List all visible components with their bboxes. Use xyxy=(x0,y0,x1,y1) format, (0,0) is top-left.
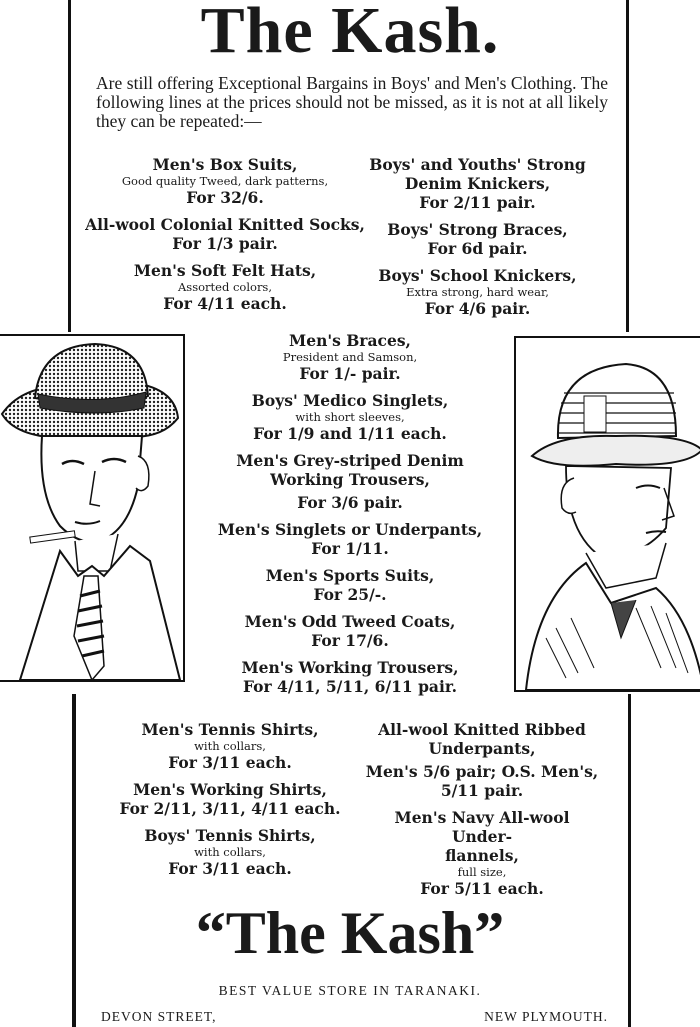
top-right-list xyxy=(355,155,600,326)
right-border-lower xyxy=(628,694,631,1027)
list-item: Boys' Medico Singlets, with short sleeves, For 1/9 and 1/11 each. xyxy=(251,391,449,443)
list-item: Boys' Tennis Shirts, with collars, For 3/11 each. xyxy=(144,826,316,878)
list-item: All-wool Colonial Knitted Socks, For 1/3 pair. xyxy=(85,215,365,253)
list-item: Men's Sports Suits, For 25/-. xyxy=(265,566,435,604)
list-item: Men's Tennis Shirts, with collars, For 3/11 each. xyxy=(141,720,319,772)
left-border-lower xyxy=(72,694,76,1027)
list-item: Boys' Strong Braces, For 6d pair. xyxy=(387,220,568,258)
top-left-list xyxy=(85,155,365,321)
bottom-left-list xyxy=(100,720,360,886)
list-item: Men's Singlets or Underpants, For 1/11. xyxy=(217,520,483,558)
list-item: Boys' and Youths' Strong Denim Knickers, xyxy=(369,155,586,193)
man-soft-felt-hat-illustration xyxy=(0,336,183,680)
intro-text: Are still offering Exceptional Bargains in Boys' and Men's Clothing. The following lines at the prices should not be missed, as it is not at all likely they can be repeated:— xyxy=(96,73,608,131)
right-illustration-frame xyxy=(514,336,700,692)
list-item: For 3/6 pair. xyxy=(297,493,403,512)
list-item: Men's Odd Tweed Coats, For 17/6. xyxy=(244,612,456,650)
street-address: DEVON STREET, xyxy=(101,1009,217,1024)
store-tagline: BEST VALUE STORE IN TARANAKI. xyxy=(218,983,482,998)
list-item: Men's Working Trousers, For 4/11, 5/11, 6/11 pair. xyxy=(241,658,459,696)
list-item: full size, For 5/11 each. xyxy=(420,865,544,898)
list-item: Boys' School Knickers, Extra strong, hard wear, For 4/6 pair. xyxy=(378,266,577,318)
list-item: All-wool Knitted Ribbed Underpants, xyxy=(378,720,586,758)
left-illustration-frame xyxy=(0,334,185,682)
list-item: Men's Working Shirts, For 2/11, 3/11, 4/11 each. xyxy=(119,780,341,818)
list-item: Men's 5/6 pair; O.S. Men's, 5/11 pair. xyxy=(365,762,599,800)
middle-list xyxy=(200,331,500,704)
town-name: NEW PLYMOUTH. xyxy=(484,1009,608,1024)
man-bowler-hat-illustration xyxy=(516,338,700,690)
page-title: The Kash. xyxy=(200,0,500,67)
list-item: Men's Soft Felt Hats, Assorted colors, For 4/11 each. xyxy=(133,261,317,313)
bottom-right-list xyxy=(362,720,602,906)
list-item: For 2/11 pair. xyxy=(419,193,536,212)
footer-title: “The Kash” xyxy=(195,900,505,966)
list-item: Men's Navy All-wool Under- flannels, xyxy=(394,808,570,865)
list-item: Men's Braces, President and Samson, For 1/- pair. xyxy=(282,331,418,383)
list-item: Men's Grey-striped Denim Working Trousers, xyxy=(236,451,464,489)
list-item: Men's Box Suits, Good quality Tweed, dark patterns, For 32/6. xyxy=(121,155,329,207)
